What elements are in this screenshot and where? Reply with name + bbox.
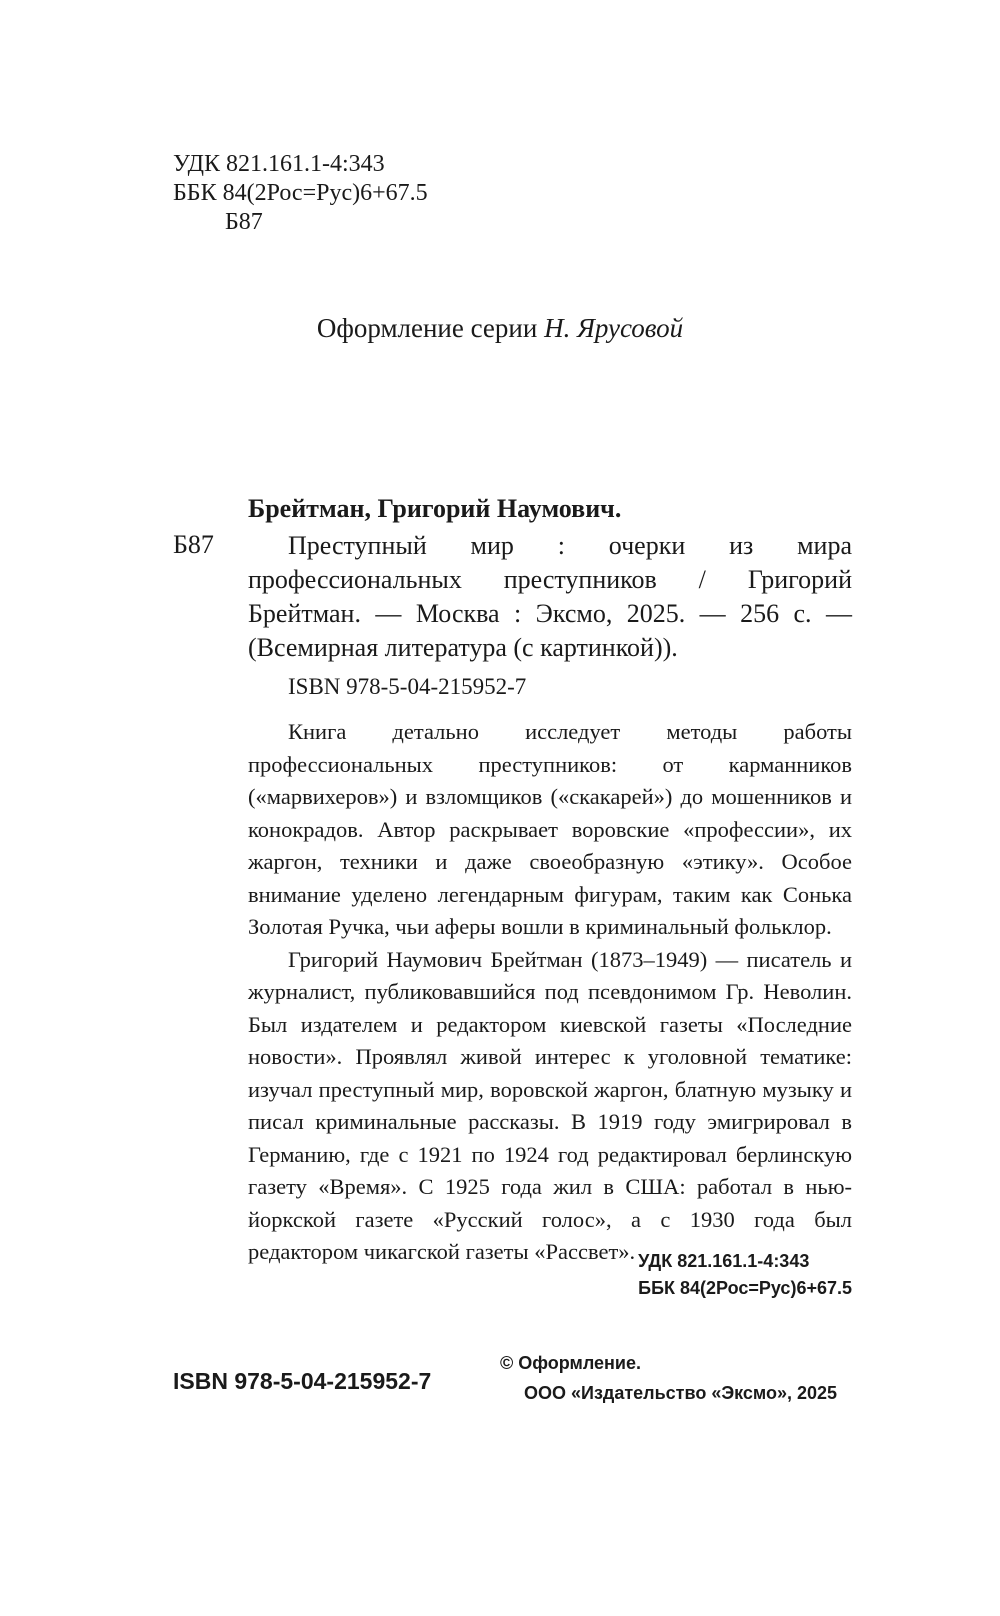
annotation bbox=[248, 716, 852, 1269]
classification-block bbox=[173, 150, 428, 237]
isbn-line: ISBN 978-5-04-215952-7 bbox=[288, 674, 527, 699]
annotation-paragraph: Книга детально исследует методы работы профессиональных преступников: от карманников («марвихеров») и взломщиков («скакарей») до мошенников и конокрадов. Автор раскрывает воровские «профессии», их жаргон, техники и даже своеобразную «этику». Особое внимание уделено легендарным фигурам, таким как Сонька Золотая Ручка, чьи аферы вошли в криминальный фольклор. bbox=[248, 719, 852, 939]
footer-bbk: ББК 84(2Рос=Рус)6+67.5 bbox=[638, 1278, 852, 1298]
author-heading: Брейтман, Григорий Наумович. bbox=[248, 494, 622, 523]
copyright-line: © Оформление. bbox=[500, 1353, 642, 1373]
author-sign: Б87 bbox=[225, 209, 263, 235]
series-designer-name: Н. Ярусовой bbox=[544, 313, 684, 343]
bbk-code: ББК 84(2Рос=Рус)6+67.5 bbox=[173, 180, 428, 206]
author-bio-paragraph: Григорий Наумович Брейтман (1873–1949) — писатель и журналист, публиковавшийся под псевдонимом Гр. Неволин. Был издателем и редактором киевской газеты «Последние новости». Проявлял живой интерес к уголовной тематике: изучал преступный мир, воровской жаргон, блатную музыку и писал криминальные рассказы. В 1919 году эмигрировал в Германию, где с 1921 по 1924 год редактировал берлинскую газету «Время». С 1925 года жил в США: работал в нью-йоркской газете «Русский голос», а с 1930 года был редактором чикагской газеты «Рассвет». bbox=[248, 946, 852, 1264]
bibliographic-description: Преступный мир : очерки из мира профессиональных преступников / Григорий Брейтман. — Москва : Эксмо, 2025. — 256 с. — (Всемирная литература (с картинкой)). bbox=[248, 531, 852, 662]
footer-isbn: ISBN 978-5-04-215952-7 bbox=[173, 1368, 432, 1394]
udk-code: УДК 821.161.1-4:343 bbox=[173, 151, 385, 177]
author-code: Б87 bbox=[173, 530, 214, 559]
copyright-notice bbox=[500, 1348, 837, 1408]
footer-classification bbox=[638, 1248, 852, 1302]
publisher-line: ООО «Издательство «Эксмо», 2025 bbox=[524, 1383, 838, 1403]
series-design-credit bbox=[0, 313, 1000, 344]
series-design-label: Оформление серии bbox=[316, 313, 538, 343]
footer-udk: УДК 821.161.1-4:343 bbox=[638, 1251, 810, 1271]
